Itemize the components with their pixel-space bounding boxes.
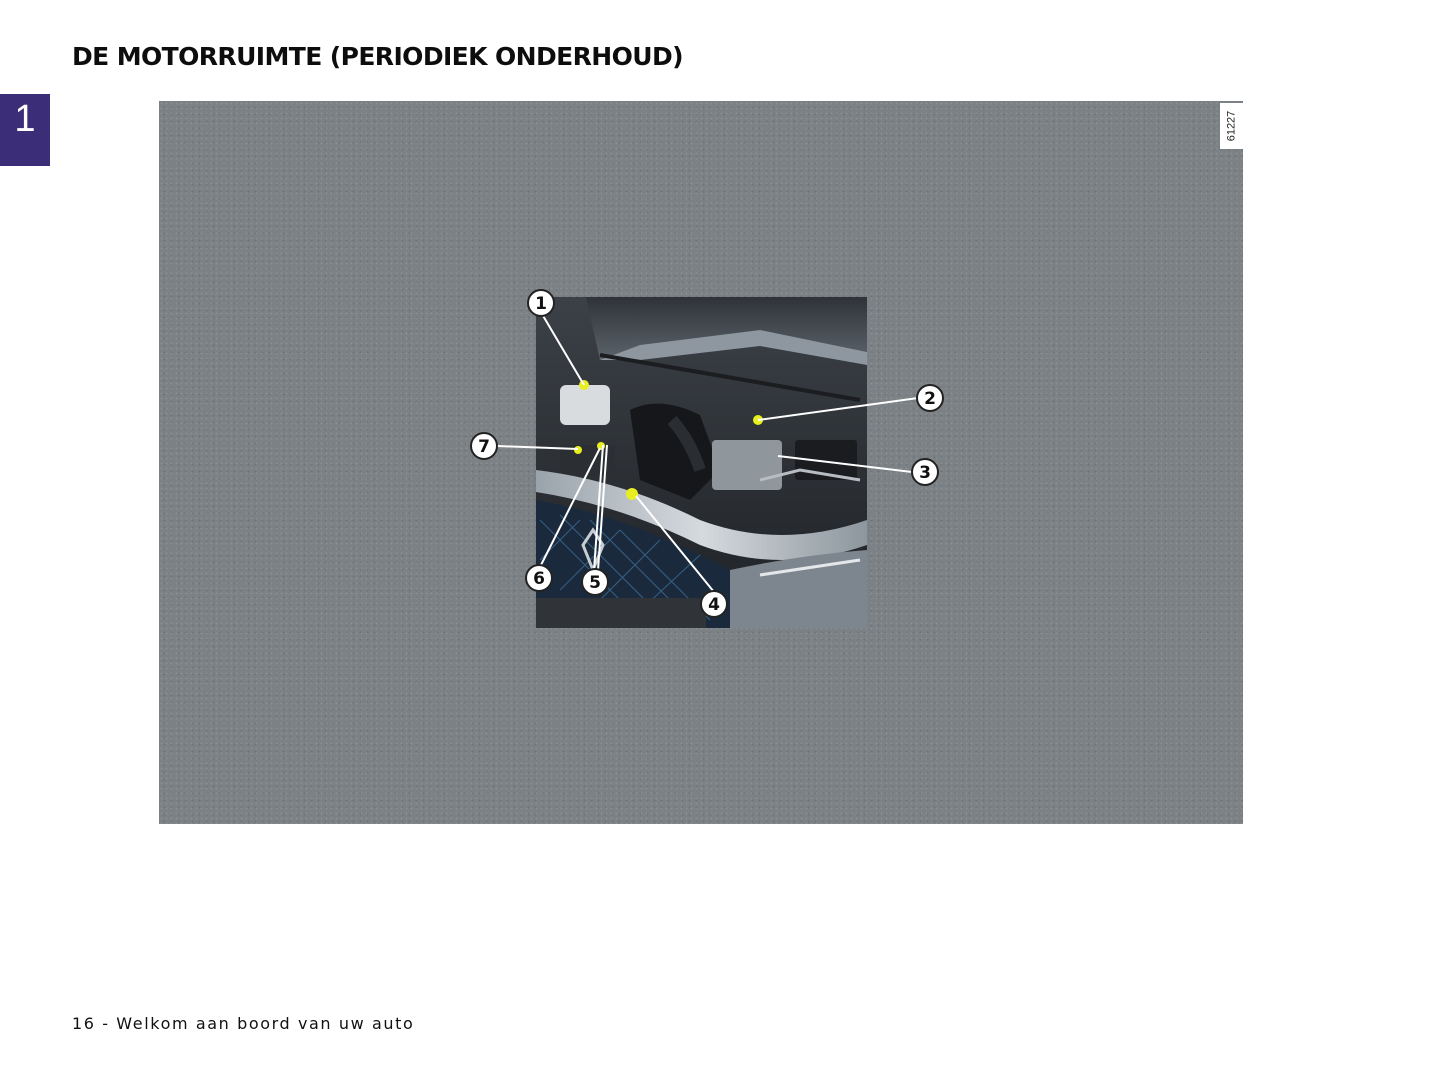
lower-bumper [536,598,706,628]
callout-4 [701,591,727,617]
callout-2-label: 2 [924,389,936,409]
callout-2 [917,385,943,411]
callout-4-label: 4 [708,595,720,615]
marker-7 [574,446,582,454]
callout-3-label: 3 [919,463,931,483]
callout-6-label: 6 [533,569,545,589]
marker-4 [626,488,638,500]
callout-1 [528,290,554,316]
callout-5 [582,569,608,595]
callout-7-label: 7 [478,437,490,457]
figure-reference-text: 61227 [1225,110,1238,142]
callout-1-label: 1 [535,294,547,314]
callout-3 [912,459,938,485]
battery-cover [712,440,782,490]
callout-6 [526,565,552,591]
callout-7 [471,433,497,459]
page-title: DE MOTORRUIMTE (PERIODIEK ONDERHOUD) [72,42,683,71]
callout-5-label: 5 [589,573,601,593]
coolant-reservoir [560,385,610,425]
page-footer: 16 - Welkom aan boord van uw auto [72,1014,415,1033]
chapter-number: 1 [14,98,36,140]
